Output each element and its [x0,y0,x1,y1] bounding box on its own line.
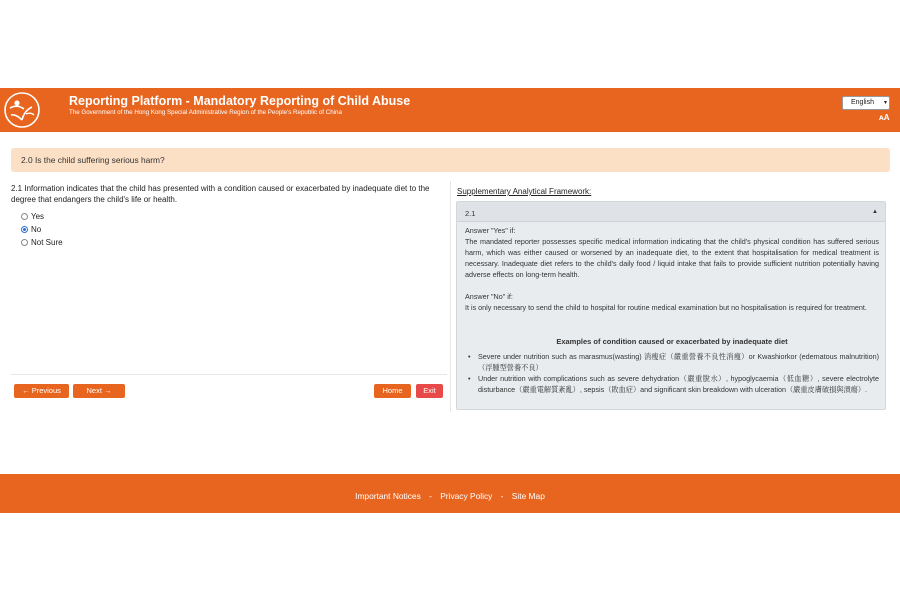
next-button[interactable]: Next → [73,384,125,398]
logo-icon [2,90,42,130]
footer-separator: - [500,491,504,501]
home-button[interactable]: Home [374,384,411,398]
question-text: 2.1 Information indicates that the child has presented with a condition caused or exacerbated by inadequate diet to the degree that endangers the child's life or health. [11,184,430,204]
option-yes-label: Yes [31,212,45,221]
example-item: • Under nutrition with complications such as severe dehydration（嚴重脫水）, hypoglycaemia（低血糖）, severe electrolyte disturbance（嚴重電解質紊亂）, sepsis（敗血症）and significant skin breakdown with ulceration（嚴重皮膚破損與潰瘍）. [465,373,879,395]
column-divider [450,181,451,412]
footer-separator: - [429,491,432,501]
option-no-label: No [31,225,42,234]
option-yes[interactable] [21,212,44,221]
radio-no[interactable] [21,226,28,233]
footer-links [0,491,900,501]
framework-panel [456,201,886,410]
framework-panel-header[interactable] [457,202,885,222]
exit-button[interactable]: Exit [416,384,443,398]
option-not-sure[interactable] [21,238,63,247]
option-no[interactable] [21,225,41,234]
framework-section: 2.1 [465,209,476,218]
radio-yes[interactable] [21,213,28,220]
text-size-icon[interactable]: ᴀA [879,113,890,122]
yes-text: The mandated reporter possesses specific medical information indicating that the child's physical condition has suffered serious harm, which was either caused or worsened by an inadequate diet, to the extent that hospitalisation for medical treatment is necessary. Inadequate diet refers to the child's daily food / liquid intake that fails to provide sufficient nutrition potentially having adverse effects on long-term health. [465,237,879,279]
page-title: Reporting Platform - Mandatory Reporting of Child Abuse [69,94,411,108]
divider [11,374,447,375]
page-subtitle: The Government of the Hong Kong Special Administrative Region of the People's Republic of China [69,109,342,116]
option-not-sure-label: Not Sure [31,238,63,247]
privacy-policy-link[interactable]: Privacy Policy [440,491,493,501]
no-title: Answer "No" if: [465,292,513,301]
important-notices-link[interactable]: Important Notices [355,491,421,501]
previous-button[interactable]: ← Previous [14,384,69,398]
radio-not-sure[interactable] [21,239,28,246]
collapse-icon[interactable]: ▲ [872,209,878,215]
site-map-link[interactable]: Site Map [511,491,545,501]
chevron-down-icon: ▾ [883,100,887,106]
examples-title: Examples of condition caused or exacerbated by inadequate diet [556,337,788,346]
language-select[interactable] [842,96,890,110]
language-value: English [851,99,874,106]
yes-title: Answer "Yes" if: [465,226,516,235]
example-item: • Severe under nutrition such as marasmus(wasting) 消瘦症（嚴重營養不良性消瘦）or Kwashiorkor (edematous malnutrition)（浮腫型營養不良） [465,351,879,373]
framework-label: Supplementary Analytical Framework: [457,187,592,196]
no-text: It is only necessary to send the child to hospital for routine medical examination but no hospitalisation is required for treatment. [465,303,867,312]
question-heading: 2.0 Is the child suffering serious harm? [11,148,890,172]
